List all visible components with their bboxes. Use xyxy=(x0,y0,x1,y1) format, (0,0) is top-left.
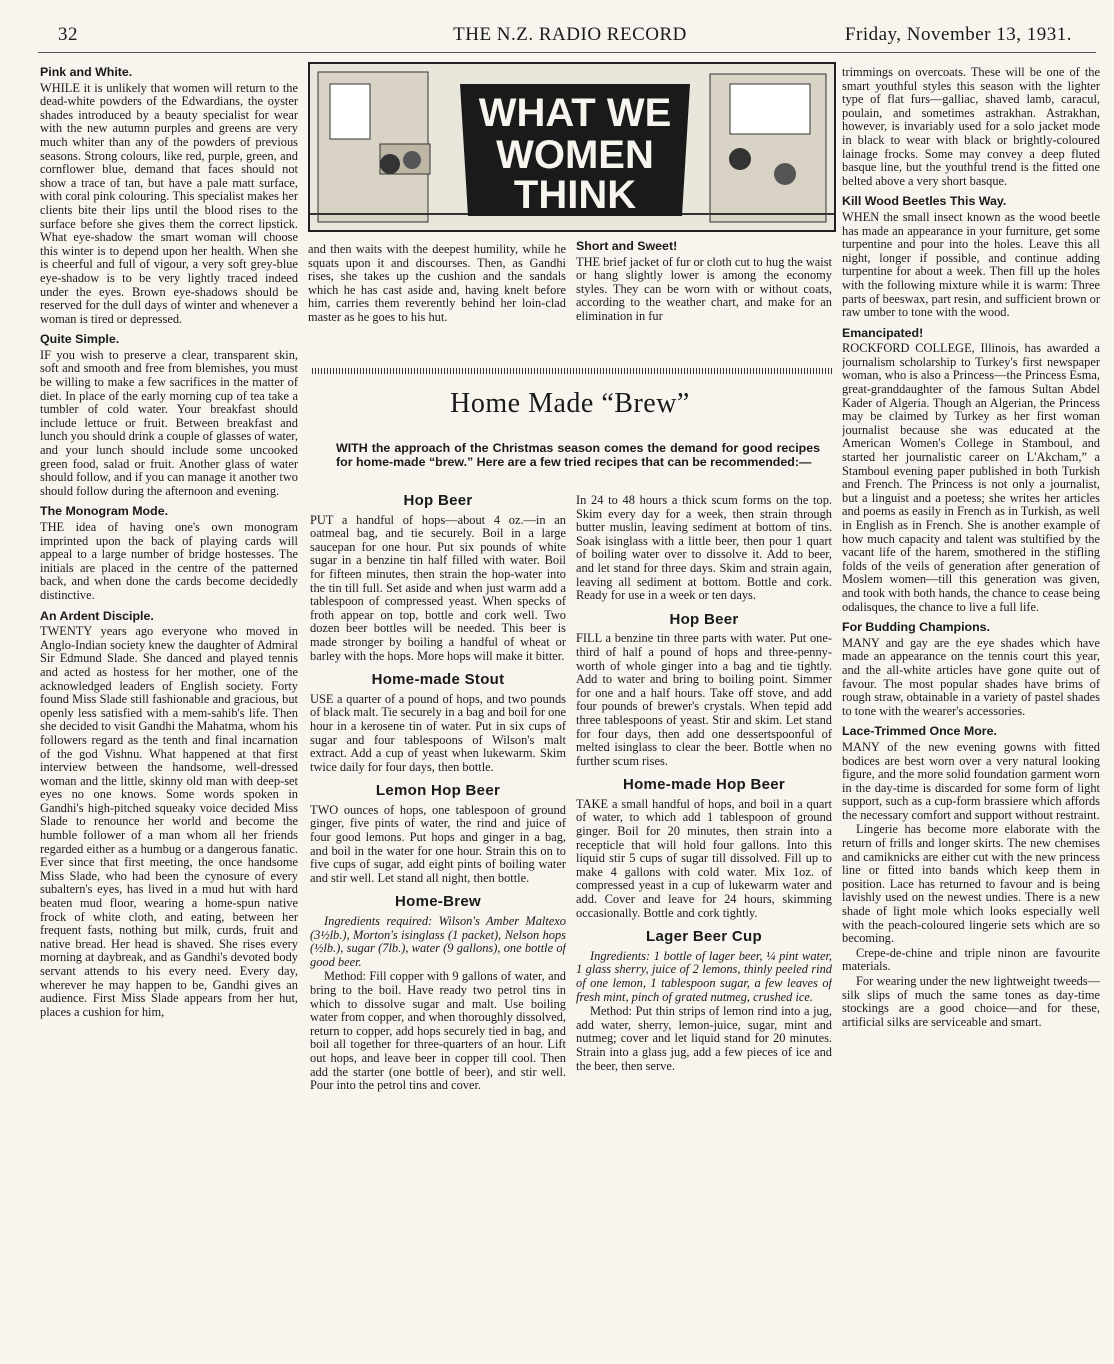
article-pink-and-white: WHILE it is unlikely that women will return to the dead-white powders of the Edwardians, the oyster shades introduced by a beauty specialist for wear with the new autumn purples and greens are very much whiter than any of the powders of previous seasons. Strong colours, like red, purple, green, and cornflower blue, demand that faces should not show a trace of tan, but have a pale matt surface, with coral pink colouring. This specialist makes her clients bite their lips until the blood rises to the surface before she gives them the correct lipstick. What eye-shadow the smart woman will choose this winter is to depend upon her health. When she is cheerful and full of vigour, a very soft grey-blue eye-shadow is to be very lightly traced indeed under the eyes. Brown eye-shadows should be reserved for the dull days of winter and whenever a woman is tired or depressed. xyxy=(40,80,298,326)
article-intro: WITH the approach of the Christmas season comes the demand for good recipes for home-made “brew.” Here are a few tried recipes that can be recommended:— xyxy=(336,441,820,469)
recipe-home-brew-cont: In 24 to 48 hours a thick scum forms on the top. Skim every day for a week, then strain through butter muslin, leaving sediment at bottom of tins. Soak isinglass with a little beer, then pour 1 quart of boiling water over to dissolve it. Add to beer, and let stand for three days. Skim and strain again, leaving all sediment at bottom. Bottle and cork. Ready for use in a week or ten days. xyxy=(576,494,832,603)
heading-kill-wood-beetles: Kill Wood Beetles This Way. xyxy=(842,194,1007,209)
publication-title: THE N.Z. RADIO RECORD xyxy=(453,24,687,45)
article-emancipated: ROCKFORD COLLEGE, Illinois, has awarded a journalism scholarship to Turkey's first newspaper woman, who is also a Princess—the Princess Esma, great-granddaughter of the famous Sultan Abdel Kader of Algeria. Though an Algerian, the Princess may be claimed by Turkey as her first woman journalist because she was educated at the American Women's College in Stamboul, and started her journalistic career on L'Akcham,” a Stamboul evening paper published in both Turkish and French. The Princess is not only a journalist, but a linguist and a poetess; she writes her articles and poems as easily in French as in Turkish, as well in English as in French. She is another example of how much capacity and talent was stultified by the vacant life of the harem, smothered in the stifling folds of the veils of generation after generation of Moslem women—till this generation was given, and took with both hands, the chance to cease being odalisques, the chance to live a full life. xyxy=(842,341,1100,614)
heading-lace-trimmed: Lace-Trimmed Once More. xyxy=(842,724,997,739)
article-ardent-disciple-cont: and then waits with the deepest humility, while he squats upon it and discourses. Then, as Gandhi rises, she takes up the cushion and the sandals which he has cast aside and, having knelt before him, carries them reverently behind her loin-clad master as he goes to his hut. xyxy=(308,243,566,324)
issue-date: Friday, November 13, 1931. xyxy=(844,24,1072,45)
heading-emancipated: Emancipated! xyxy=(842,325,924,340)
heading-budding-champions: For Budding Champions. xyxy=(842,620,990,635)
column-3-top xyxy=(576,240,832,355)
heading-home-made-hop-beer: Home-made Hop Beer xyxy=(622,776,786,794)
recipe-home-brew-method: Method: Fill copper with 9 gallons of water, and bring to the boil. Have ready two petrol tins in which to dissolve sugar and malt. Use boiling water from copper, and when thoroughly dissolved, return to copper, add hops securely tied in bag, and boil all together for three-quarters of an hour. Lift out hops, and leave beer in copper till cool. Then add the starter (one bottle of beer), and stir well. Pour into the petrol tins and cover. xyxy=(310,969,566,1093)
article-lace-trimmed-p3: Crepe-de-chine and triple ninon are favourite materials. xyxy=(842,945,1100,974)
article-lace-trimmed: MANY of the new evening gowns with fitted bodices are best worn over a very natural looking figure, and the more solid foundation garment worn in the day-time is discarded for some form of light support, such as a cup-form brassiere which affords the necessary comfort and support without restraint. xyxy=(842,739,1100,822)
article-lace-trimmed-p4: For wearing under the new lightweight tweeds—silk slips of much the same tones as day-time stockings are a good choice—and for these, artificial silks are serviceable and smart. xyxy=(842,974,1100,1029)
header-rule xyxy=(38,52,1096,53)
article-monogram-mode: THE idea of having one's own monogram imprinted upon the back of playing cards will appeal to a large number of bridge hostesses. The initials are placed in the centre of the patterned back, and when done the cards become decidedly distinctive. xyxy=(40,520,298,602)
heading-pink-and-white: Pink and White. xyxy=(40,66,133,79)
article-lace-trimmed-p2: Lingerie has become more elaborate with the return of frills and longer skirts. The new chemises and camiknicks are either cut with the new princess line or fitted into bands which keep them in position. Lace has returned to favour and is being lavishly used on the newest undies. There is a new shade of light mole which looks especially well with the peach-coloured lingerie sets which are so becoming. xyxy=(842,822,1100,946)
article-fur-cont: trimmings on overcoats. These will be one of the smart youthful styles this season with the lighter type of flat furs—galliac, shaved lamb, caracul, poulain, and sometimes astrakhan. Astrakhan, however, is invariably used for a solo jacket mode in black to wear with black or brightly-coloured lainage frocks. Some may convey a deep fluted basque line, but the youthful trend is the fitted one belted above a very short basque. xyxy=(842,66,1100,188)
recipe-home-brew-ingredients: Ingredients required: Wilson's Amber Maltexo (3½lb.), Morton's isinglass (1 packet), Nelson hops (½lb.), sugar (7lb.), water (9 gallons), one bottle of good beer. xyxy=(310,914,566,969)
heading-monogram-mode: The Monogram Mode. xyxy=(40,504,169,519)
heading-home-brew: Home-Brew xyxy=(394,893,482,911)
banner-text-line2: WOMEN xyxy=(496,133,654,177)
banner-art xyxy=(310,64,834,230)
heading-lemon-hop-beer: Lemon Hop Beer xyxy=(375,782,501,800)
recipe-lemon-hop-beer: TWO ounces of hops, one tablespoon of ground ginger, five pints of water, the rind and juice of four good lemons. Put hops and ginger in a bag, and boil in the water for one hour. Strain this on to five cups of sugar, add eight pints of boiling water and stir well. Let stand all night, then bottle. xyxy=(310,802,566,885)
page-number: 32 xyxy=(58,24,78,45)
banner-text-line1: WHAT WE xyxy=(478,91,672,135)
article-title: Home Made “Brew” xyxy=(450,388,690,419)
recipe-lager-ingredients: Ingredients: 1 bottle of lager beer, ¼ pint water, 1 glass sherry, juice of 2 lemons, thinly peeled rind of one lemon, 1 tablespoon sugar, a few leaves of fresh mint, pinch of grated nutmeg, crushed ice. xyxy=(576,948,832,1004)
banner-text-line3: THINK xyxy=(513,173,637,217)
article-quite-simple: IF you wish to preserve a clear, transparent skin, soft and smooth and free from blemishes, you must be willing to make a few sacrifices in the matter of diet. In place of the early morning cup of tea take a tumbler of cold water. Your breakfast should include lettuce or fruit. Between breakfast and lunch you should drink a couple of glasses of water, and your lunch should include some uncooked green food, salad or fruit. Another glass of water should follow, and if you can manage it another two should follow during the afternoon and evening. xyxy=(40,347,298,498)
article-short-and-sweet: THE brief jacket of fur or cloth cut to hug the waist or hang slightly lower is among the economy styles. They can be worn with or without coats, according to the weather chart, and make for an elimination in fur xyxy=(576,254,832,323)
article-ardent-disciple: TWENTY years ago everyone who moved in Anglo-Indian society knew the daughter of Admiral Sir Edmund Slade. She danced and played tennis and acted as hostess for her mother, one of the acknowledged leaders of English society. Forty found Miss Slade still fashionable and gracious, but openly less satisfied with a mem-sahib's life. Then she decided to visit Gandhi the Mahatma, whom his followers regard as the tenth and final incarnation of the god Vishnu. What happened at that first interview between the handsome, well-dressed woman and the little, skinny old man with deep-set eyes no one knows. Some words spoken in Gandhi's high-pitched squeaky voice decided Miss Slade to renounce her world and become the humble follower of a man whom all her friends regarded either as a humbug or a dangerous fanatic. Ever since that first meeting, the once handsome Miss Slade, who had been the cynosure of every subaltern's eyes, has lived in a mud hut with hard beaten mud floor, wearing a home-spun native frock of white cloth, and eating, between her frequent fasts, nothing but milk, curds, fruit and native bread. Her head is shaved. She rises every morning at daybreak, and as Gandhi's devoted body servant attends to his every need. Every day, wherever he may happen to be, Gandhi gives an audience. First Miss Slade appears from her hut, places a cushion for him, xyxy=(40,624,298,1019)
divider-stripe xyxy=(312,368,832,374)
heading-short-and-sweet: Short and Sweet! xyxy=(576,240,678,253)
heading-hop-beer-2: Hop Beer xyxy=(669,610,739,628)
column-2-top xyxy=(308,243,566,355)
recipe-home-made-hop-beer: TAKE a small handful of hops, and boil in a quart of water, to which add 1 tablespoon of ground ginger. Boil for 20 minutes, then strain into a recepticle that will hold four gallons. Into this liquid stir 5 cups of sugar till dissolved. Fill up to make 4 gallons with cold water. Mix 1oz. of compressed yeast in a cup of lukewarm water and add. Cover and leave for 24 hours, skimming occasionally. Bottle and cork tightly. xyxy=(576,796,832,920)
heading-lager-beer-cup: Lager Beer Cup xyxy=(646,928,762,946)
recipe-hop-beer-2: FILL a benzine tin three parts with water. Put one-third of half a pound of hops and three-penny-worth of whole ginger into a bag and tie tightly. Add to water and bring to boiling point. Simmer for one and a half hours. Take off stove, and add four pounds of brewer's crystals. When tepid add three tablespoons of yeast. Stir and skim. Let stand for four days, then add one dessertspoonful of melted isinglass to clear the beer. Bottle when no further scum rises. xyxy=(576,631,832,768)
column-3-recipes xyxy=(576,494,832,1356)
heading-home-made-stout: Home-made Stout xyxy=(371,671,505,689)
recipe-hop-beer: PUT a handful of hops—about 4 oz.—in an oatmeal bag, and tie securely. Boil in a large saucepan for one hour. Put six pounds of white sugar in a benzine tin half filled with water. Boil for fifteen minutes, then strain the hop-water into the tin till full. Set aside and when just warm add a tablespoon of compressed yeast. When specks of froth appear on top, bottle and cork well. Two dozen beer bottles will be needed. This beer is made stronger by boiling a handful of wheat or barley with the hops. More hops will make it bitter. xyxy=(310,512,566,663)
recipe-home-made-stout: USE a quarter of a pound of hops, and two pounds of black malt. Tie securely in a bag and boil for one hour in a kerosene tin of water. Put in six cups of sugar and four tablespoons of Wilson's malt extract. Add a cup of yeast when lukewarm. Skim twice daily for four days, then bottle. xyxy=(310,691,566,774)
heading-ardent-disciple: An Ardent Disciple. xyxy=(40,608,154,623)
article-budding-champions: MANY and gay are the eye shades which have made an appearance on the tennis court this year, and the all-white articles have gone quite out of favour. The most popular shades have brims of rough straw, obtainable in a variety of pastel shades to tone with the wearer's accessories. xyxy=(842,635,1100,718)
column-1 xyxy=(40,66,298,1356)
banner-illustration xyxy=(308,62,836,232)
heading-hop-beer: Hop Beer xyxy=(403,494,473,509)
column-2-recipes xyxy=(310,494,566,1356)
article-kill-wood-beetles: WHEN the small insect known as the wood beetle has made an appearance in your furniture, get some turpentine and pour into the holes. Leave this all night, longer if possible, and continue adding turpentine for about a week. Then fill up the holes with the following mixture while it is warm: Three parts of beeswax, part resin, and sufficient brown or raw umber to tone with the wood. xyxy=(842,209,1100,320)
heading-quite-simple: Quite Simple. xyxy=(40,332,120,347)
column-4 xyxy=(842,66,1100,1356)
recipe-lager-method: Method: Put thin strips of lemon rind into a jug, add water, sherry, lemon-juice, sugar, mint and nutmeg; cover and let liquid stand for 20 minutes. Strain into a glass jug, add a few pieces of ice and the beer, then serve. xyxy=(576,1004,832,1073)
